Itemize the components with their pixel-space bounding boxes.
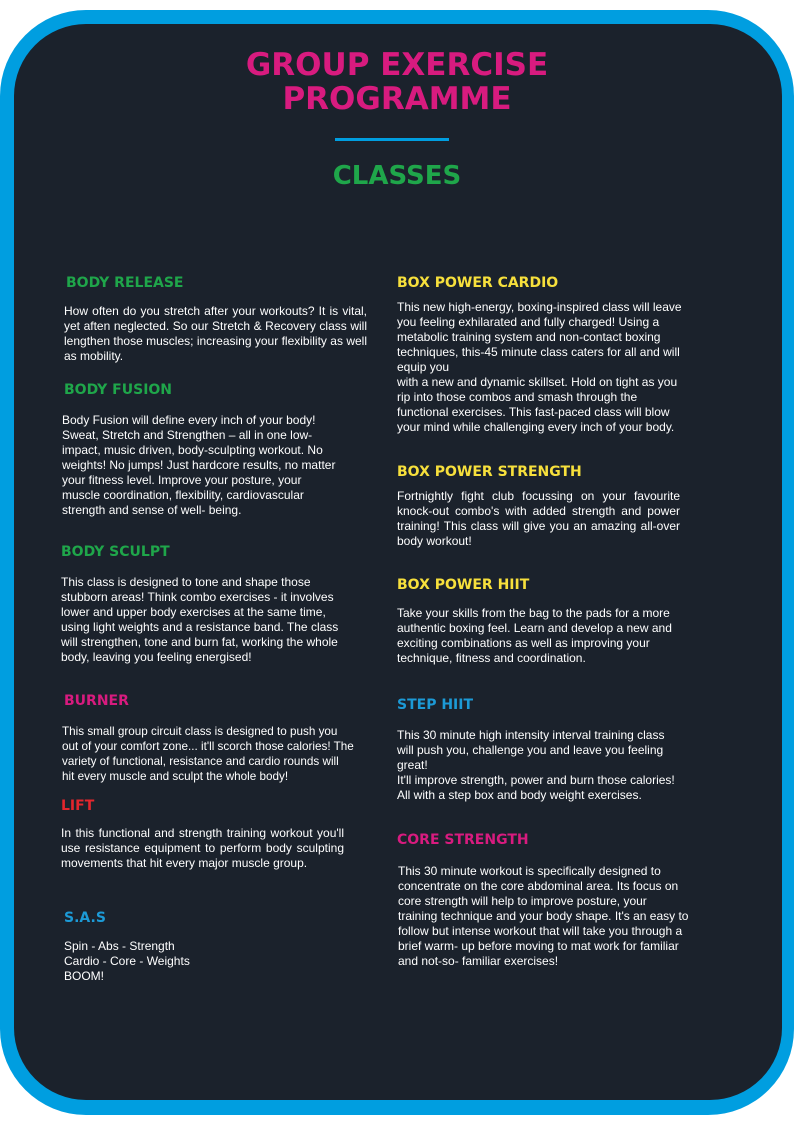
section-title-core-strength: CORE STRENGTH bbox=[397, 832, 529, 848]
section-text-box-power-hiit: Take your skills from the bag to the pads for a more authentic boxing feel. Learn and develop a new and exciting combinations as well as improving your technique, fitness and coordination. bbox=[397, 606, 672, 665]
section-body-release bbox=[64, 274, 367, 364]
section-title-box-power-cardio: BOX POWER CARDIO bbox=[397, 275, 559, 291]
section-text-body-sculpt: This class is designed to tone and shape those stubborn areas! Think combo exercises - it involves lower and upper body exercises at the same time, using light weights and a resistance band. The class will strengthen, tone and burn fat, working the whole body, leaving you feeling energised! bbox=[61, 575, 339, 664]
section-title-burner: BURNER bbox=[64, 693, 129, 709]
section-box-power-hiit bbox=[397, 576, 697, 666]
section-text-box-power-cardio: This new high-energy, boxing-inspired class will leave you feeling exhilarated and fully charged! Using a metabolic training system and non-contact boxing techniques, this-45 minute class caters for all and will equip you with a new and dynamic skillset. Hold on tight as you rip into those combos and smash through the functional exercises. This fast-paced class will blow your mind while challenging every inch of your body. bbox=[397, 300, 682, 434]
section-text-burner: This small group circuit class is designed to push you out of your comfort zone... it'll scorch those calories! The variety of functional, resistance and cardio rounds will hit every muscle and sculpt the whole body! bbox=[62, 725, 354, 783]
section-step-hiit bbox=[397, 696, 707, 803]
section-title-step-hiit: STEP HIIT bbox=[397, 697, 474, 713]
section-box-power-strength bbox=[397, 463, 680, 549]
section-lift bbox=[61, 797, 344, 871]
section-title-box-power-strength: BOX POWER STRENGTH bbox=[397, 464, 582, 480]
section-body-sculpt bbox=[61, 543, 361, 665]
section-burner bbox=[62, 692, 382, 784]
section-title-box-power-hiit: BOX POWER HIIT bbox=[397, 577, 530, 593]
page-title: GROUP EXERCISE PROGRAMME bbox=[245, 47, 549, 117]
section-text-sas: Spin - Abs - Strength Cardio - Core - Weights BOOM! bbox=[64, 939, 190, 983]
section-text-body-fusion: Body Fusion will define every inch of your body! Sweat, Stretch and Strengthen – all in one low- impact, music driven, body-sculpting workout. No weights! No jumps! Just hardcore results, no matter your fitness level. Improve your posture, your muscle coordination, flexibility, cardiovascular strength and sense of well- being. bbox=[62, 413, 336, 517]
section-text-box-power-strength: Fortnightly fight club focussing on your favourite knock-out combo's with added strength and power training! This class will give you an amazing all-over body workout! bbox=[397, 489, 680, 548]
section-title-body-release: BODY RELEASE bbox=[66, 275, 184, 291]
section-title-lift: LIFT bbox=[61, 798, 95, 814]
section-box-power-cardio bbox=[397, 274, 717, 435]
section-text-core-strength: This 30 minute workout is specifically designed to concentrate on the core abdominal area. Its focus on core strength will help to improve posture, your training technique and your body shape. It's an easy to follow but intense workout that will take you through a brief warm- up before moving to mat work for familiar and not-so- familiar exercises! bbox=[398, 864, 689, 968]
section-text-body-release: How often do you stretch after your workouts? It is vital, yet aften neglected. So our Stretch & Recovery class will lengthen those muscles; increasing your flexibility as well as mobility. bbox=[64, 304, 367, 363]
section-body-fusion bbox=[62, 381, 362, 518]
page-subtitle: CLASSES bbox=[332, 161, 462, 191]
section-text-step-hiit: This 30 minute high intensity interval training class will push you, challenge you and leave you feeling great! It'll improve strength, power and burn those calories! All with a step box and body weight exercises. bbox=[397, 728, 675, 802]
section-sas bbox=[64, 909, 324, 984]
section-text-lift: In this functional and strength training workout you'll use resistance equipment to perform body sculpting movements that hit every major muscle group. bbox=[61, 826, 344, 870]
section-title-body-sculpt: BODY SCULPT bbox=[61, 544, 170, 560]
section-title-body-fusion: BODY FUSION bbox=[64, 382, 173, 398]
section-core-strength bbox=[397, 831, 707, 969]
section-title-sas: S.A.S bbox=[64, 910, 106, 926]
title-divider bbox=[335, 138, 449, 141]
